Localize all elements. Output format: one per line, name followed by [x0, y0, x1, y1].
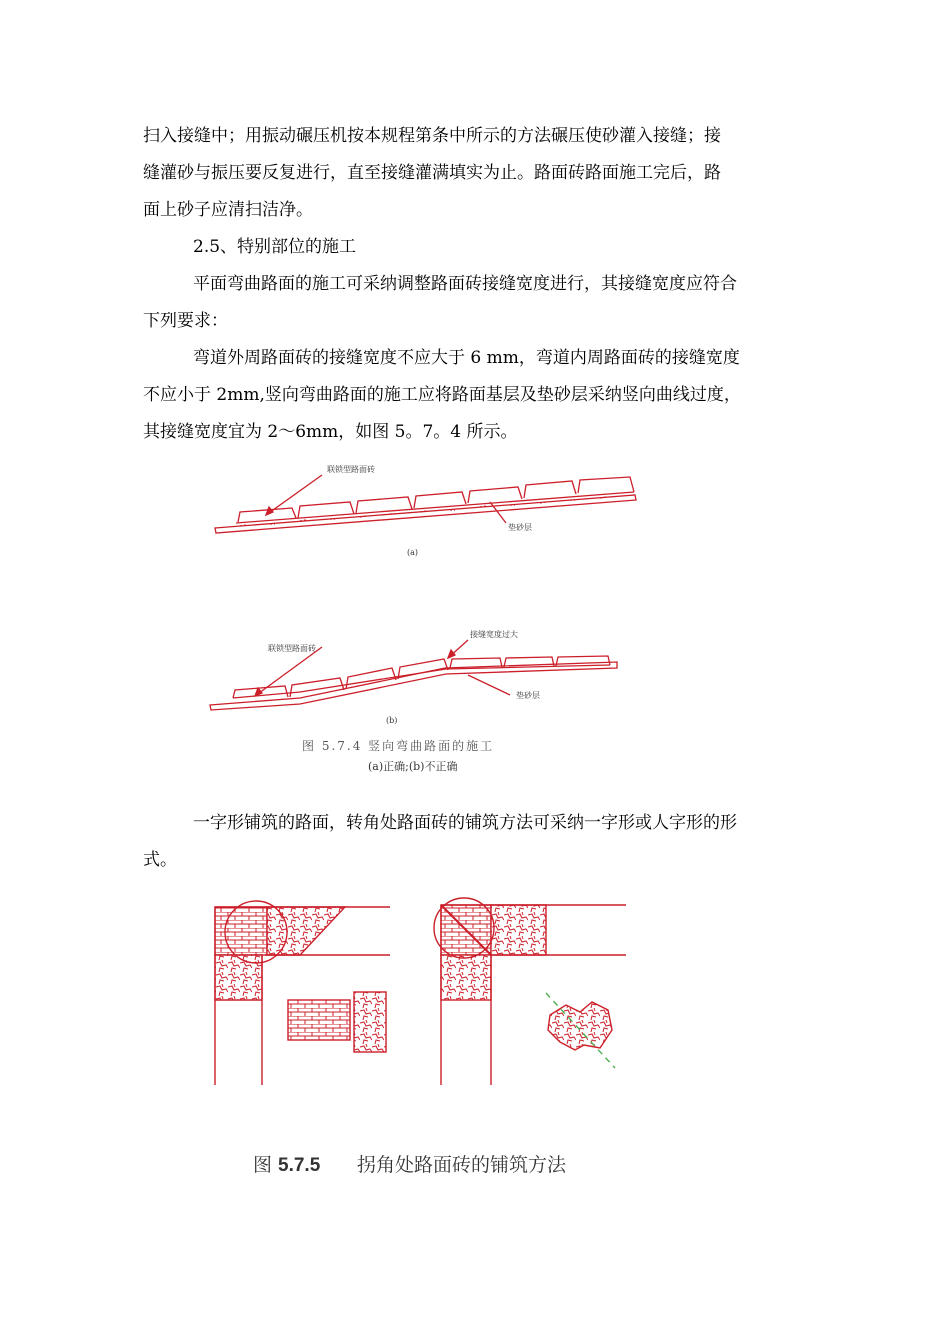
brick-sample [288, 1000, 350, 1040]
cobble-sample [548, 1002, 612, 1050]
text-line: 弯道外周路面砖的接缝宽度不应大于 6 mm，弯道内周路面砖的接缝宽度 [193, 348, 740, 368]
label-tile-a: 联锁型路面砖 [327, 465, 375, 474]
figure-caption-number: 5.7.5 [278, 1155, 321, 1176]
text-line: 不应小于 2mm,竖向弯曲路面的施工应将路面基层及垫砂层采纳竖向曲线过度， [143, 385, 741, 405]
text-line: 扫入接缝中；用振动碾压机按本规程第条中所示的方法碾压使砂灌入接缝；接 [143, 126, 721, 146]
label-gap-b: 接缝宽度过大 [470, 630, 518, 639]
text-line: 下列要求： [143, 311, 228, 331]
text-line: 面上砂子应清扫洁净。 [143, 200, 313, 220]
cobble-area [215, 955, 262, 1000]
figure-caption-text: 拐角处路面砖的铺筑方法 [357, 1154, 567, 1176]
text-line: 缝灌砂与振压要反复进行，直至接缝灌满填实为止。路面砖路面施工完后，路 [143, 163, 721, 183]
text-line: 一字形铺筑的路面，转角处路面砖的铺筑方法可采纳一字形或人字形的形 [193, 813, 737, 833]
cobble-sample [354, 992, 386, 1052]
figure-subcaption: (a)正确;(b)不正确 [368, 760, 458, 773]
corner-diagram-left [215, 901, 390, 1085]
text-line: 其接缝宽度宜为 2～6mm，如图 5。7。4 所示。 [143, 422, 518, 442]
section-heading: 2.5、特别部位的施工 [193, 237, 357, 257]
text-line: 式。 [143, 850, 177, 870]
figure-caption: 图 5.7.4 竖向弯曲路面的施工 [302, 739, 495, 753]
label-tile-b: 联锁型路面砖 [268, 644, 316, 653]
label-sand-a: 垫砂层 [508, 523, 532, 532]
corner-diagram-right [434, 898, 626, 1085]
sub-label-a: (a) [407, 548, 419, 557]
figure-caption-prefix: 图 [253, 1154, 273, 1176]
brick-area [215, 907, 267, 955]
cobble-area [267, 907, 345, 955]
cobble-area [491, 905, 546, 955]
text-line: 平面弯曲路面的施工可采纳调整路面砖接缝宽度进行，其接缝宽度应符合 [193, 274, 737, 294]
label-sand-b: 垫砂层 [516, 691, 540, 700]
sub-label-b: (b) [386, 716, 398, 725]
cobble-area [441, 955, 491, 1000]
